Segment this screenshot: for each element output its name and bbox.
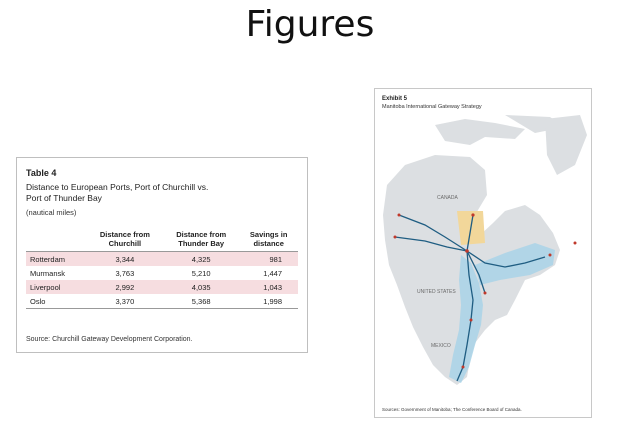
- table-title: [26, 182, 286, 203]
- table-row: [26, 294, 298, 309]
- city-dot-chicago: [484, 292, 487, 295]
- map-title: Manitoba International Gateway Strategy: [382, 104, 482, 110]
- table-cell-thunder-bay: 5,210: [191, 268, 211, 278]
- map-graphic: [375, 115, 592, 405]
- table-title-line2: Port of Thunder Bay: [26, 192, 102, 203]
- city-dot-dallas: [470, 319, 473, 322]
- table-cell-savings: 1,447: [263, 268, 282, 278]
- map-label: Exhibit 5: [382, 96, 408, 102]
- table-cell-port: Rotterdam: [26, 252, 87, 267]
- table-cell-port: Murmansk: [30, 268, 66, 278]
- map-exhibit: [374, 88, 592, 418]
- table-cell-churchill: 2,992: [87, 280, 163, 294]
- distance-table: [26, 230, 298, 309]
- table-title-line1: Distance to European Ports, Port of Churchill vs.: [26, 182, 209, 192]
- city-dot-prince-rupert: [398, 214, 401, 217]
- table-cell-thunder-bay: 4,035: [163, 280, 239, 294]
- table-row: [26, 266, 298, 280]
- table-row: [26, 280, 298, 294]
- table-header-row: [26, 230, 298, 252]
- table-column-header: [26, 230, 87, 252]
- city-dot-europe: [574, 242, 577, 245]
- table-label: Table 4: [26, 168, 57, 178]
- table-cell-thunder-bay: 5,368: [191, 296, 211, 306]
- table-column-header: Distance from Thunder Bay: [176, 230, 227, 248]
- table-row: [26, 252, 298, 267]
- city-dot-mexico-city: [462, 366, 465, 369]
- greenland: [545, 115, 587, 175]
- map-source: Sources: Government of Manitoba; The Conference Board of Canada.: [382, 407, 522, 412]
- table-cell-churchill: 3,370: [115, 296, 135, 306]
- table-unit: (nautical miles): [26, 208, 77, 217]
- table-cell-port: Oslo: [30, 296, 46, 306]
- city-dot-winnipeg: [465, 249, 469, 253]
- table-source: Source: Churchill Gateway Development Corporation.: [26, 336, 193, 343]
- slide-title: Figures: [245, 4, 375, 45]
- table-cell-port: Liverpool: [26, 280, 87, 294]
- city-dot-churchill: [471, 213, 474, 216]
- table-column-header: Distance from Churchill: [99, 230, 150, 248]
- table-cell-savings: 981: [239, 252, 298, 267]
- label-mexico: MEXICO: [431, 343, 451, 349]
- label-canada: CANADA: [437, 195, 458, 201]
- table-cell-thunder-bay: 4,325: [163, 252, 239, 267]
- city-dot-halifax: [549, 254, 552, 257]
- table-cell-savings: 1,998: [263, 296, 282, 306]
- table-column-header: Savings in distance: [249, 230, 288, 248]
- table-exhibit: [16, 157, 308, 353]
- table-cell-savings: 1,043: [239, 280, 298, 294]
- label-united-states: UNITED STATES: [417, 289, 456, 295]
- table-cell-churchill: 3,763: [115, 268, 135, 278]
- table-cell-churchill: 3,344: [87, 252, 163, 267]
- city-dot-vancouver: [394, 236, 397, 239]
